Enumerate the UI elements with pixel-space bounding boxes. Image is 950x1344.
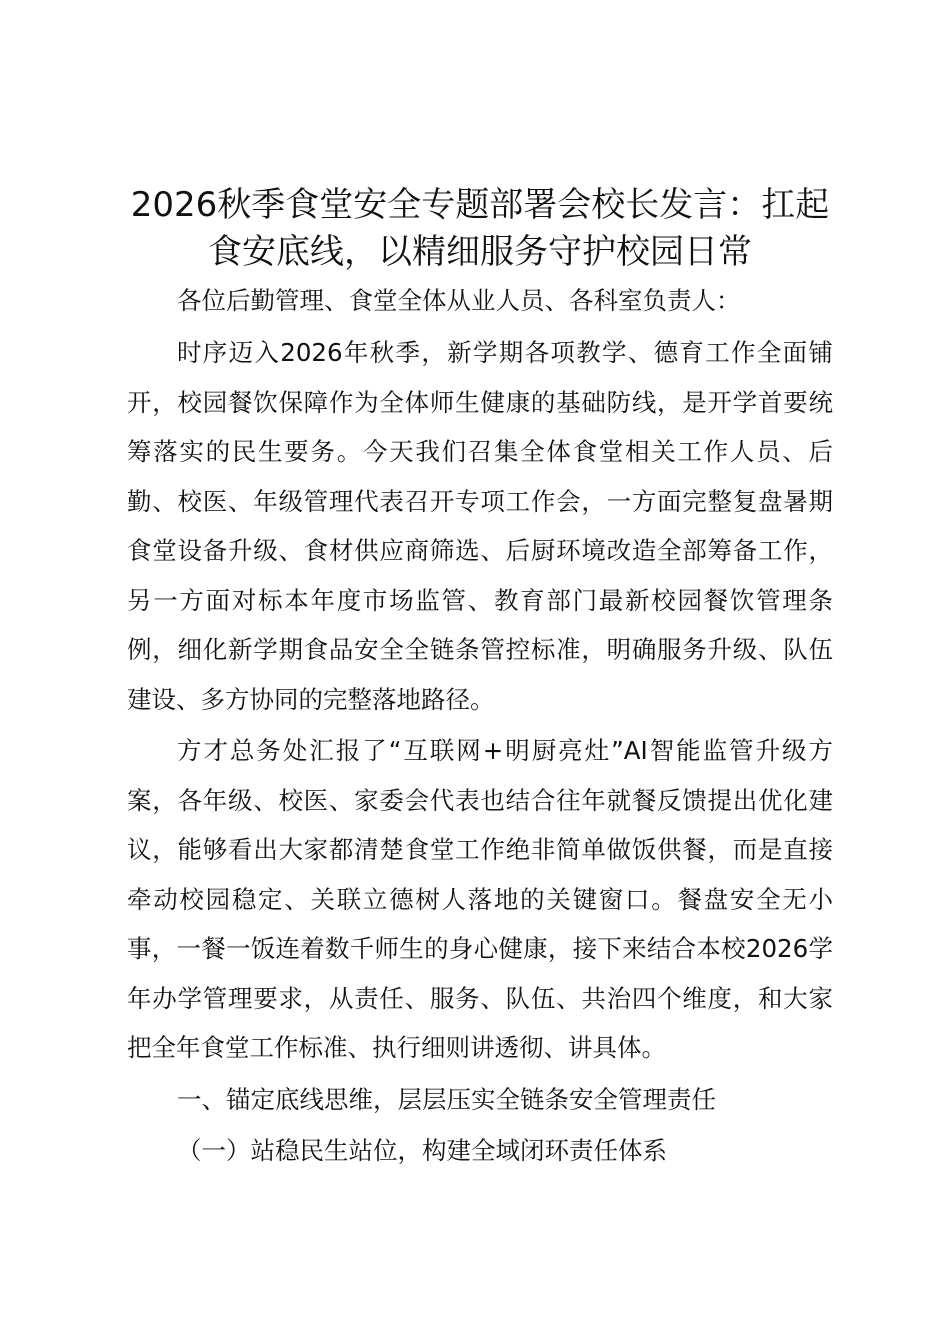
subsection-heading-1: （一）站稳民生站位，构建全域闭环责任体系 (177, 1136, 667, 1165)
document-page (127, 182, 833, 1176)
salutation: 各位后勤管理、食堂全体从业人员、各科室负责人： (177, 286, 741, 315)
paragraph-2: 方才总务处汇报了“互联网+明厨亮灶”AI智能监管升级方案，各年级、校医、家委会代表也结合往年就餐反馈提出优化建议，能够看出大家都清楚食堂工作绝非简单做饭供餐，而是直接牵动校园稳定、关联立德树人落地的关键窗口。餐盘安全无小事，一餐一饭连着数千师生的身心健康，接下来结合本校2026学年办学管理要求，从责任、服务、队伍、共治四个维度，和大家把全年食堂工作标准、执行细则讲透彻、讲具体。 (127, 736, 833, 1062)
section-heading-1: 一、锚定底线思维，层层压实全链条安全管理责任 (177, 1084, 716, 1114)
paragraph-1: 时序迈入2026年秋季，新学期各项教学、德育工作全面铺开，校园餐饮保障作为全体师生健康的基础防线，是开学首要统筹落实的民生要务。今天我们召集全体食堂相关工作人员、后勤、校医、年级管理代表召开专项工作会，一方面完整复盘暑期食堂设备升级、食材供应商筛选、后厨环境改造全部筹备工作，另一方面对标本年度市场监管、教育部门最新校园餐饮管理条例，细化新学期食品安全全链条管控标准，明确服务升级、队伍建设、多方协同的完整落地路径。 (127, 338, 833, 714)
document-title: 2026秋季食堂安全专题部署会校长发言：扛起食安底线，以精细服务守护校园日常 (130, 185, 830, 272)
